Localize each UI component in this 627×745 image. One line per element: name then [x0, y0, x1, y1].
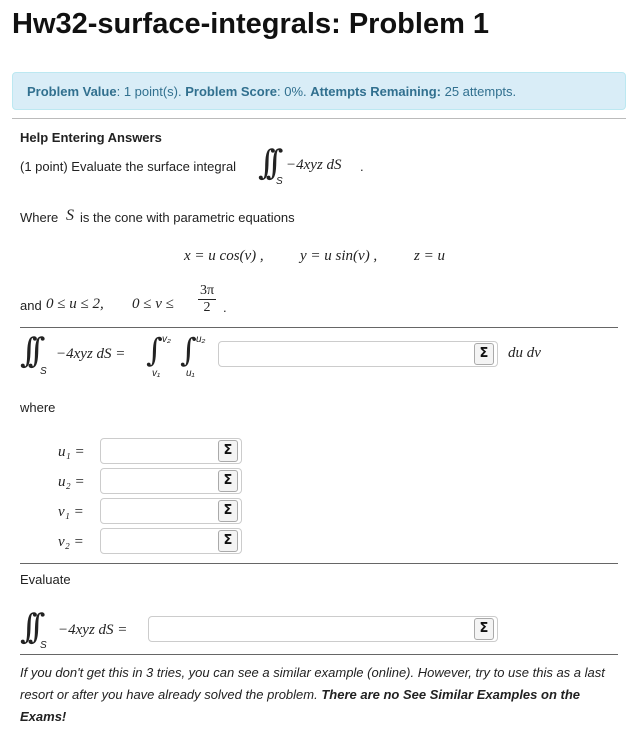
integral-subscript: S: [40, 366, 47, 377]
evaluate-answer-input[interactable]: [148, 616, 498, 642]
outer-upper-limit: v₂: [162, 334, 171, 345]
divider: [20, 654, 618, 655]
bounds-u: 0 ≤ u ≤ 2,: [46, 296, 104, 312]
problem-score-text: : 0%.: [277, 84, 307, 99]
sigma-icon[interactable]: Σ: [474, 618, 494, 640]
attempts-text: 25 attempts.: [441, 84, 517, 99]
footer-note: [20, 662, 620, 728]
outer-lower-limit: v₁: [152, 368, 161, 379]
attempts-label: Attempts Remaining:: [310, 84, 441, 99]
integral-subscript: S: [40, 640, 47, 651]
fraction-denominator: 2: [203, 300, 211, 315]
v2-label: v₂ =: [58, 534, 84, 550]
inner-lower-limit: u₁: [186, 368, 195, 379]
problem-value-text: : 1 point(s).: [116, 84, 182, 99]
double-integral-symbol: ∫∫: [20, 331, 36, 371]
bounds-v: 0 ≤ v ≤: [132, 296, 174, 312]
page-title: Hw32-surface-integrals: Problem 1: [12, 8, 490, 40]
integrand-answer-input[interactable]: [218, 341, 498, 367]
sigma-icon[interactable]: Σ: [218, 530, 238, 552]
equation-x: x = u cos(v) ,: [184, 248, 264, 264]
sigma-icon[interactable]: Σ: [218, 440, 238, 462]
setup-lhs: −4xyz dS =: [56, 346, 126, 362]
problem-prompt: (1 point) Evaluate the surface integral: [20, 159, 237, 174]
double-integral-symbol: ∫∫: [20, 607, 36, 647]
u1-label: u₁ =: [58, 444, 85, 460]
problem-info-banner: [12, 72, 626, 110]
fraction-numerator: 3π: [200, 283, 215, 298]
problem-integrand: −4xyz dS: [286, 157, 342, 173]
problem-score-label: Problem Score: [185, 84, 278, 99]
problem-value-label: Problem Value: [27, 84, 117, 99]
sigma-icon[interactable]: Σ: [474, 343, 494, 365]
footer-bold-text: There are no See Similar Examples on the Exams!: [20, 687, 580, 724]
where-suffix: is the cone with parametric equations: [80, 210, 295, 225]
period: .: [360, 159, 364, 174]
divider: [20, 563, 618, 564]
inner-upper-limit: u₂: [196, 334, 206, 345]
period: .: [223, 300, 227, 315]
problem-integral: [258, 143, 274, 183]
outer-integral-symbol: ∫: [146, 331, 163, 369]
where-label: where: [20, 400, 56, 415]
inner-integral-symbol: ∫: [180, 331, 197, 369]
where-prefix: Where: [20, 210, 59, 225]
double-integral-symbol: ∫∫: [258, 143, 274, 183]
help-entering-answers-link[interactable]: Help Entering Answers: [20, 130, 162, 145]
v1-label: v₁ =: [58, 504, 84, 520]
sigma-icon[interactable]: Σ: [218, 500, 238, 522]
integral-subscript: S: [276, 176, 283, 187]
evaluate-lhs: −4xyz dS =: [58, 622, 128, 638]
equation-y: y = u sin(v) ,: [300, 248, 378, 264]
u2-label: u₂ =: [58, 474, 85, 490]
differentials: du dv: [508, 345, 541, 361]
bounds-prefix: and: [20, 298, 42, 313]
sigma-icon[interactable]: Σ: [218, 470, 238, 492]
equation-z: z = u: [414, 248, 445, 264]
evaluate-label: Evaluate: [20, 572, 71, 587]
where-S: S: [66, 207, 74, 224]
divider: [12, 118, 626, 119]
divider: [20, 327, 618, 328]
bounds-fraction: [198, 283, 216, 316]
footer-text: If you don't get this in 3 tries, you can see a similar example (online). However, try to use this as a last resort or after you have already solved the problem.: [20, 665, 605, 702]
